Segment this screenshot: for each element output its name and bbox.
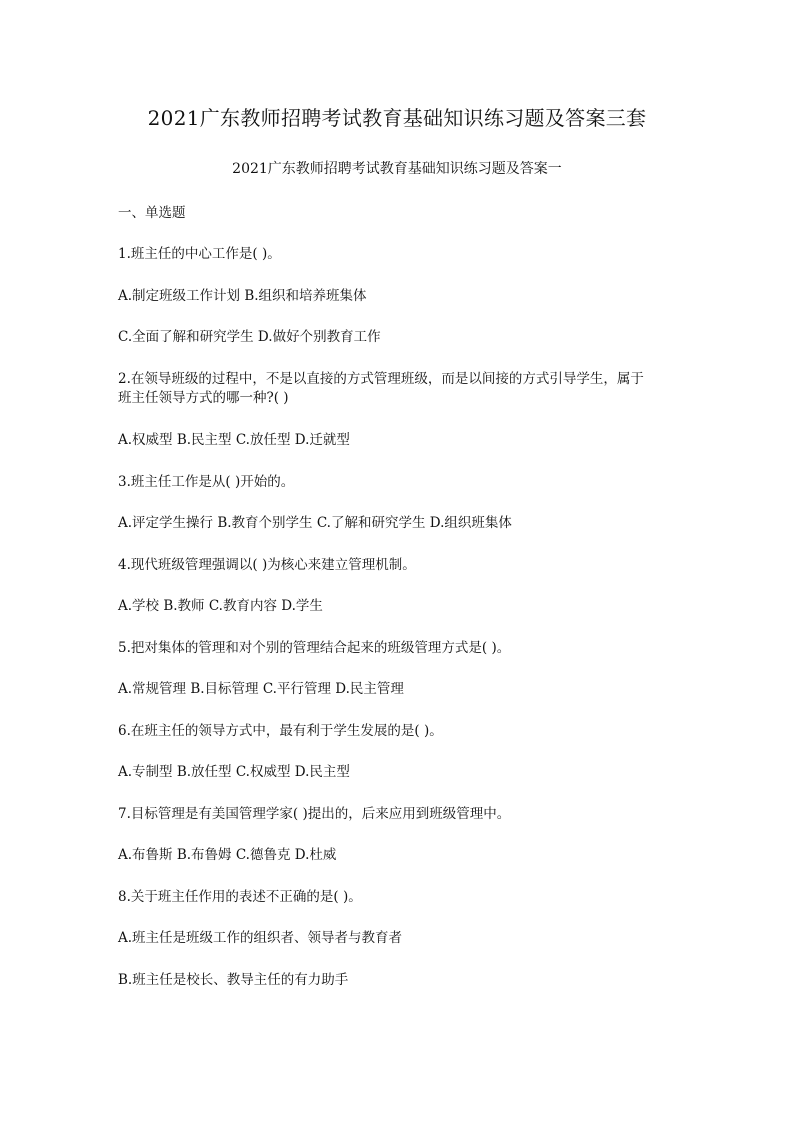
question-7: 7.目标管理是有美国管理学家( )提出的，后来应用到班级管理中。: [118, 806, 511, 822]
question-3-options: A.评定学生操行 B.教育个别学生 C.了解和研究学生 D.组织班集体: [118, 515, 512, 531]
question-4: 4.现代班级管理强调以( )为核心来建立管理机制。: [118, 557, 416, 573]
question-4-options: A.学校 B.教师 C.教育内容 D.学生: [118, 598, 323, 614]
question-1-options-ab: A.制定班级工作计划 B.组织和培养班集体: [118, 288, 367, 304]
question-2-line-1: 2.在领导班级的过程中，不是以直接的方式管理班级，而是以间接的方式引导学生，属于: [118, 371, 644, 387]
question-5: 5.把对集体的管理和对个别的管理结合起来的班级管理方式是( )。: [118, 640, 511, 656]
question-7-options: A.布鲁斯 B.布鲁姆 C.德鲁克 D.杜威: [118, 847, 337, 863]
question-2-options: A.权威型 B.民主型 C.放任型 D.迁就型: [118, 432, 350, 448]
question-5-options: A.常规管理 B.目标管理 C.平行管理 D.民主管理: [118, 681, 404, 697]
question-2-line-2: 班主任领导方式的哪一种?( ): [118, 390, 289, 406]
question-1: 1.班主任的中心工作是( )。: [118, 246, 281, 262]
document-title: 2021广东教师招聘考试教育基础知识练习题及答案三套: [147, 106, 647, 130]
document-subtitle: 2021广东教师招聘考试教育基础知识练习题及答案一: [232, 161, 562, 177]
question-8: 8.关于班主任作用的表述不正确的是( )。: [118, 889, 362, 905]
question-1-options-cd: C.全面了解和研究学生 D.做好个别教育工作: [118, 329, 381, 345]
question-8-option-b: B.班主任是校长、教导主任的有力助手: [118, 972, 349, 988]
question-8-option-a: A.班主任是班级工作的组织者、领导者与教育者: [118, 930, 403, 946]
question-3: 3.班主任工作是从( )开始的。: [118, 474, 295, 490]
question-6: 6.在班主任的领导方式中，最有利于学生发展的是( )。: [118, 723, 443, 739]
question-6-options: A.专制型 B.放任型 C.权威型 D.民主型: [118, 764, 350, 780]
section-heading: 一、单选题: [118, 205, 186, 221]
